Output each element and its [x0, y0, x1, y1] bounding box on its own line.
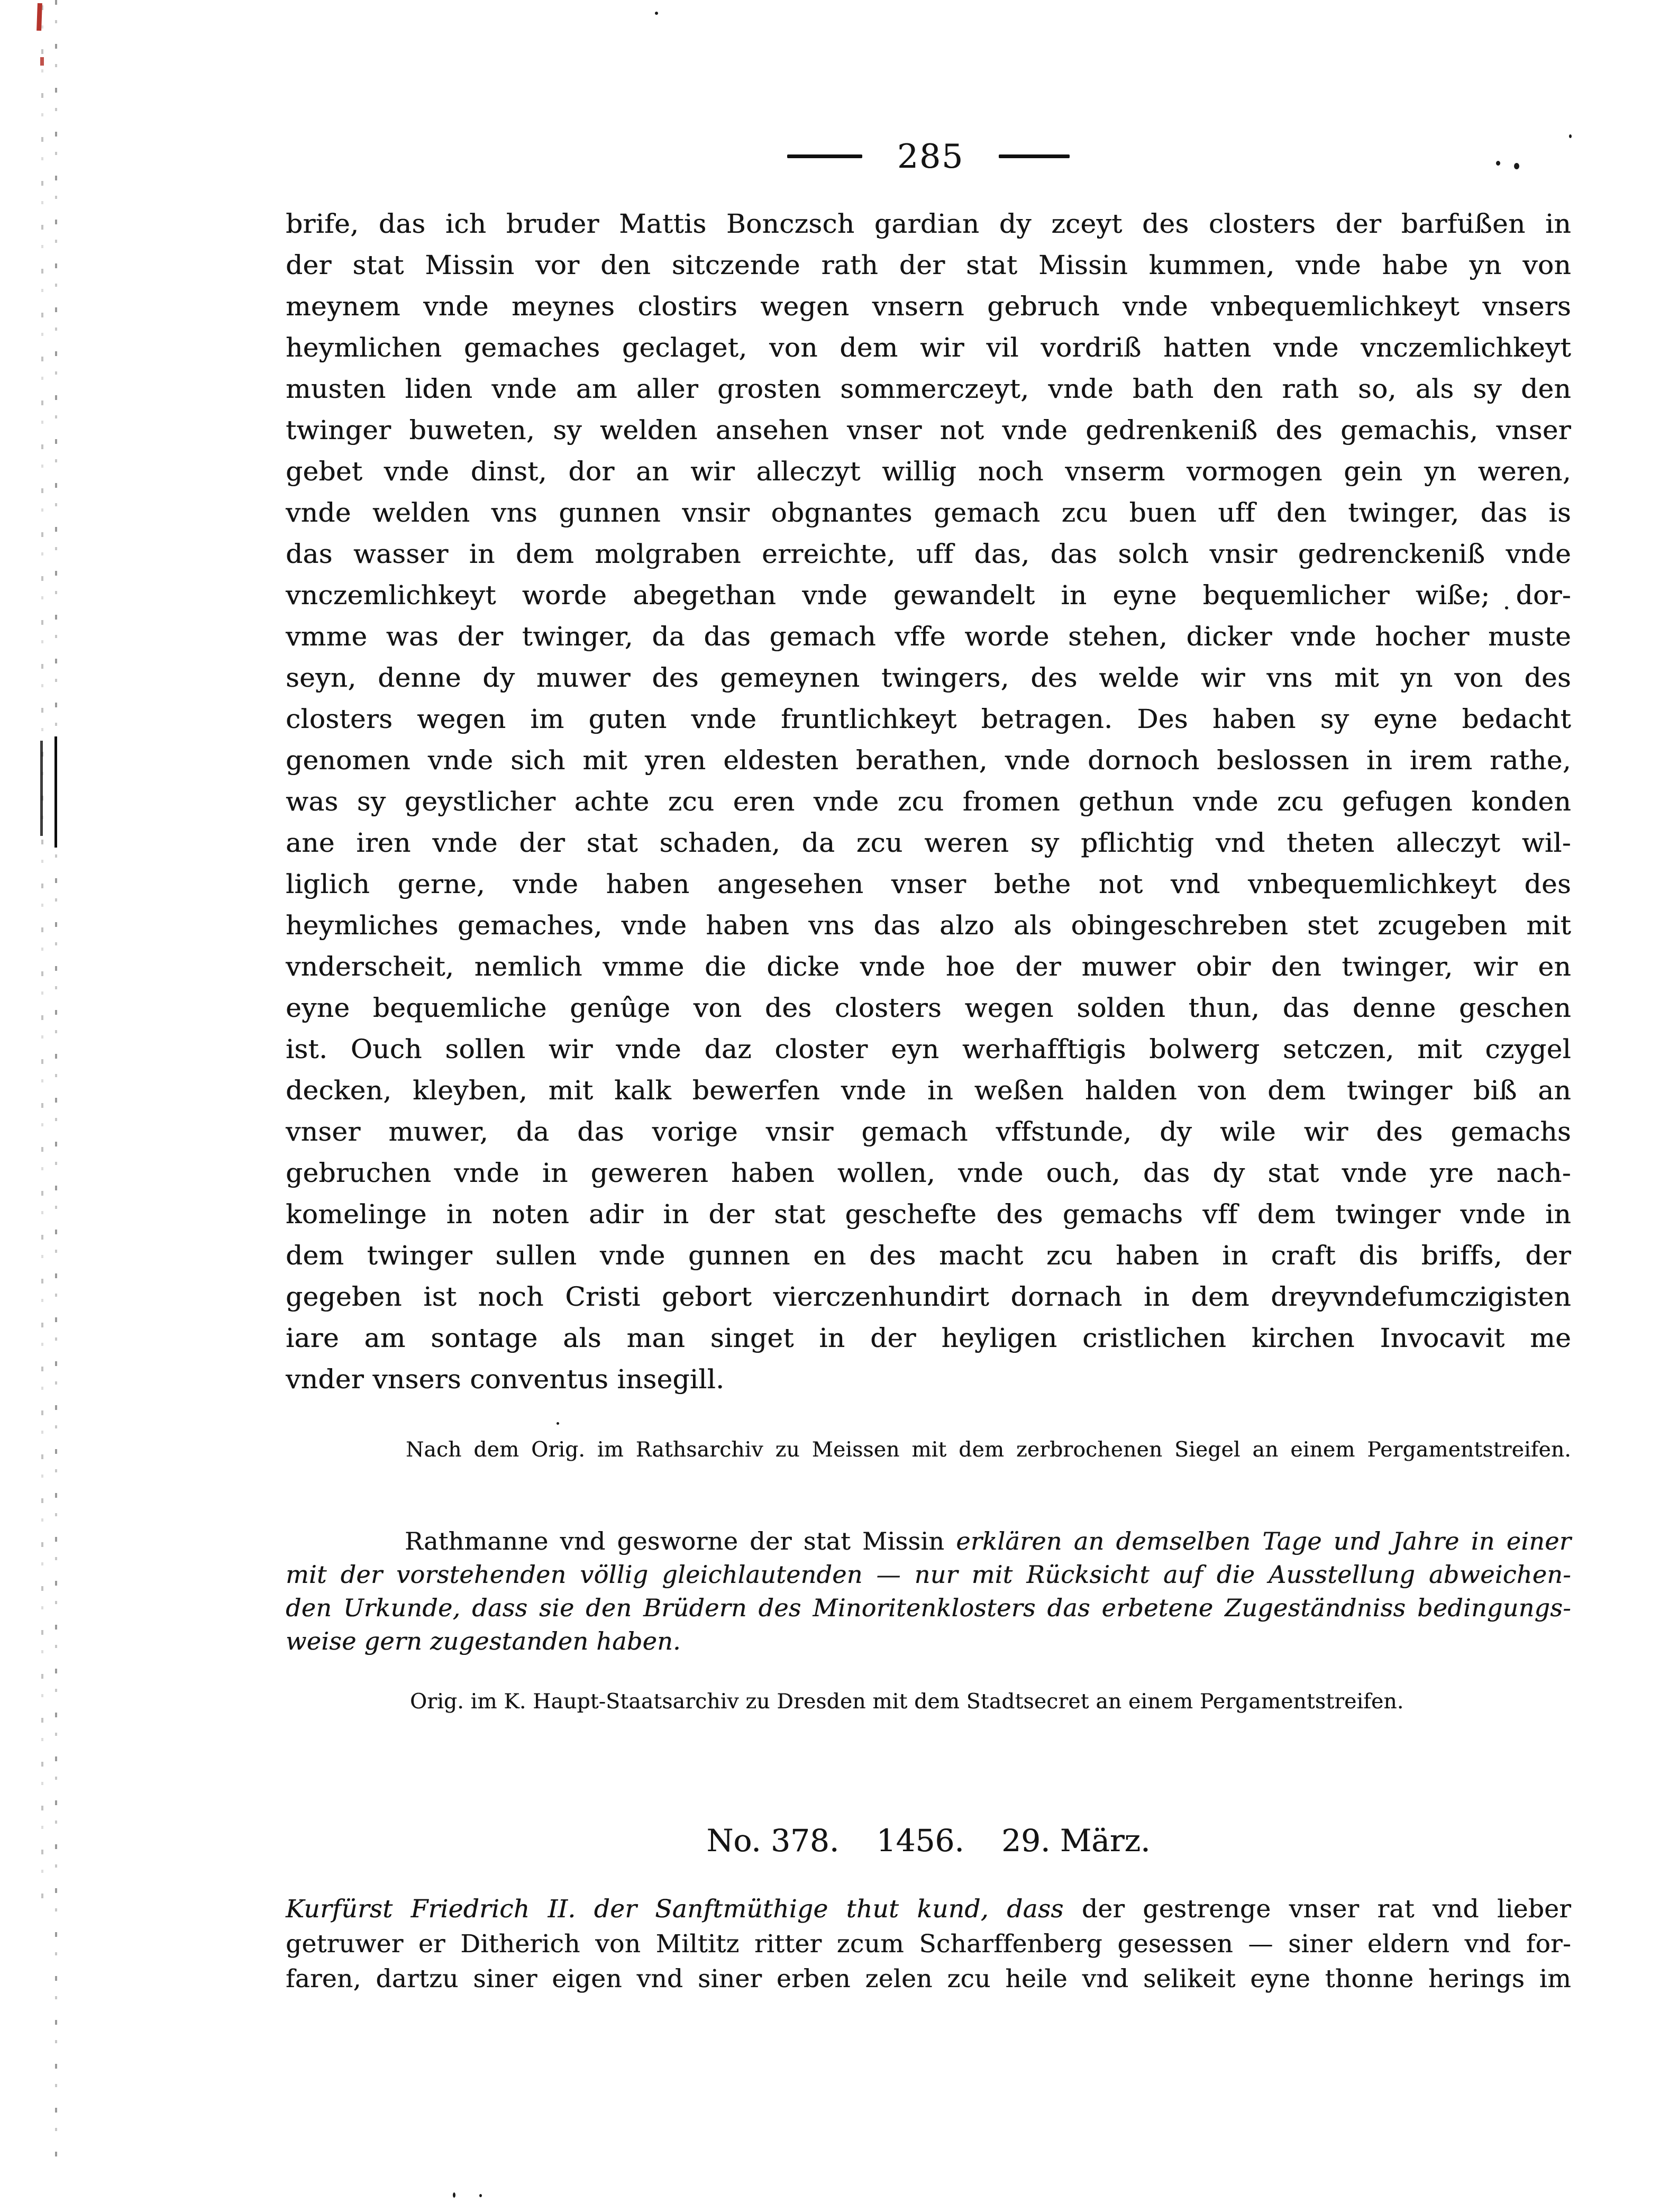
scan-speck: [453, 2192, 455, 2198]
entry-378-text: [286, 1892, 1571, 1997]
text-line: komelinge in noten adir in der stat geschefte des gemachs vff dem twinger vnde in: [286, 1199, 1571, 1230]
text-line: vnderscheit, nemlich vmme die dicke vnde hoe der muwer obir den twinger, wir en: [286, 951, 1571, 982]
page-number: 285: [897, 136, 964, 176]
entry-number: No. 378.: [706, 1823, 840, 1859]
text-line: heymlichen gemaches geclaget, von dem wir vil vordriß hatten vnde vnczemlichkeyt: [286, 332, 1571, 363]
text-line: genomen vnde sich mit yren eldesten berathen, vnde dornoch beslossen in irem rathe,: [286, 745, 1571, 776]
source-note-meissen: Nach dem Orig. im Rathsarchiv zu Meissen mit dem zerbrochenen Siegel an einem Pergamentstreifen.: [406, 1438, 1571, 1462]
text-line: seyn, denne dy muwer des gemeynen twingers, des welde wir vns mit yn von des: [286, 662, 1571, 693]
scan-edge-artifact: [40, 741, 43, 836]
entry-year: 1456.: [876, 1823, 964, 1859]
text-line: vmme was der twinger, da das gemach vffe worde stehen, dicker vnde hocher muste: [286, 621, 1571, 652]
text-line: iare am sontage als man singet in der heyligen cristlichen kirchen Invocavit me: [286, 1323, 1571, 1353]
text-line: musten liden vnde am aller grosten sommerczeyt, vnde bath den rath so, als sy den: [286, 374, 1571, 404]
text-line: gebruchen vnde in geweren haben wollen, vnde ouch, das dy stat vnde yre nach-: [286, 1158, 1571, 1188]
scan-edge-artifact: [54, 736, 57, 848]
source-note-dresden: Orig. im K. Haupt-Staatsarchiv zu Dresden mit dem Stadtsecret an einem Pergamentstreifen.: [410, 1690, 1404, 1714]
text-line: dem twinger sullen vnde gunnen en des macht zcu haben in craft dis briffs, der: [286, 1240, 1571, 1271]
text-line: weise gern zugestanden haben.: [286, 1627, 681, 1655]
page-header: [286, 136, 1571, 176]
scan-speck: [557, 1422, 559, 1425]
entry-378-roman: der gestrenge vnser rat vnd lieber: [1063, 1895, 1571, 1924]
text-line: [286, 1892, 1571, 1927]
text-line: gegeben ist noch Cristi gebort vierczenhundirt dornach in dem dreyvndefumczigisten: [286, 1281, 1571, 1312]
text-line: gebet vnde dinst, dor an wir alleczyt willig noch vnserm vormogen gein yn weren,: [286, 456, 1571, 487]
scan-speck: [479, 2194, 482, 2197]
text-line: der stat Missin vor den sitczende rath der stat Missin kummen, vnde habe yn von: [286, 250, 1571, 280]
entry-377-continuation-text: [286, 203, 1571, 1400]
red-margin-mark: [37, 3, 42, 31]
regest-lead-roman: Rathmanne vnd gesworne der stat Missin: [405, 1527, 956, 1555]
text-line: eyne bequemliche genûge von des closters wegen solden thun, das denne geschen: [286, 993, 1571, 1023]
text-line: vnder vnsers conventus insegill.: [286, 1364, 725, 1395]
text-line: getruwer er Ditherich von Miltitz ritter zcum Scharffenberg gesessen — siner eldern vnd for-: [286, 1929, 1571, 1959]
text-line: was sy geystlicher achte zcu eren vnde zcu fromen gethun vnde zcu gefugen konden: [286, 786, 1571, 817]
entry-378-heading: [286, 1823, 1571, 1858]
text-line: [286, 1525, 1571, 1558]
text-line: das wasser in dem molgraben erreichte, uff das, das solch vnsir gedrenckeniß vnde: [286, 539, 1571, 569]
header-rule-right: [999, 154, 1070, 158]
entry-378-regest-italic: Kurfürst Friedrich II. der Sanftmüthige thut kund, dass: [286, 1895, 1064, 1924]
entry-date: 29. März.: [1001, 1823, 1151, 1859]
text-line: heymliches gemaches, vnde haben vns das alzo als obingeschreben stet zcugeben mit: [286, 910, 1571, 941]
scan-edge-artifact: [41, 5, 43, 1910]
text-line: ist. Ouch sollen wir vnde daz closter eyn werhafftigis bolwerg setczen, mit czygel: [286, 1034, 1571, 1064]
scan-edge-artifact: [55, 0, 57, 2169]
text-line: twinger buweten, sy welden ansehen vnser not vnde gedrenkeniß des gemachis, vnser: [286, 415, 1571, 445]
regest-lead-italic: erklären an demselben Tage und Jahre in einer: [956, 1527, 1571, 1555]
text-line: mit der vorstehenden völlig gleichlautenden — nur mit Rücksicht auf die Ausstellung abweichen-: [286, 1560, 1571, 1589]
text-line: meynem vnde meynes clostirs wegen vnsern gebruch vnde vnbequemlichkeyt vnsers: [286, 291, 1571, 322]
text-line: faren, dartzu siner eigen vnd siner erben zelen zcu heile vnd selikeit eyne thonne herings im: [286, 1964, 1571, 1993]
text-line: ane iren vnde der stat schaden, da zcu weren sy pflichtig vnd theten alleczyt wil-: [286, 827, 1571, 858]
text-line: decken, kleyben, mit kalk bewerfen vnde in weßen halden von dem twinger biß an: [286, 1075, 1571, 1106]
text-line: vnczemlichkeyt worde abegethan vnde gewandelt in eyne bequemlicher wiße; dor-: [286, 580, 1571, 611]
header-rule-left: [787, 154, 862, 158]
text-line: vnser muwer, da das vorige vnsir gemach vffstunde, dy wile wir des gemachs: [286, 1116, 1571, 1147]
text-line: vnde welden vns gunnen vnsir obgnantes gemach zcu buen uff den twinger, das is: [286, 497, 1571, 528]
text-line: den Urkunde, dass sie den Brüdern des Minoritenklosters das erbetene Zugeständniss bedingungs-: [286, 1594, 1571, 1622]
red-margin-mark: [40, 57, 44, 66]
council-declaration-regest: [286, 1525, 1571, 1658]
text-line: closters wegen im guten vnde fruntlichkeyt betragen. Des haben sy eyne bedacht: [286, 704, 1571, 734]
text-line: liglich gerne, vnde haben angesehen vnser bethe not vnd vnbequemlichkeyt des: [286, 869, 1571, 899]
scan-speck: [655, 12, 658, 15]
text-line: brife, das ich bruder Mattis Bonczsch gardian dy zceyt des closters der barfußen in: [286, 208, 1571, 239]
